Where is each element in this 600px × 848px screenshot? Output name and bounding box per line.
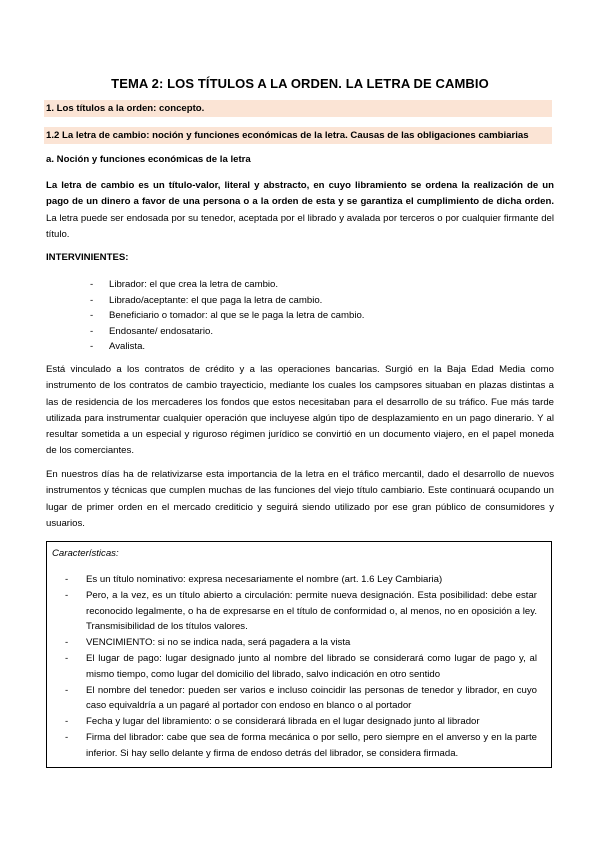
list-item: - Pero, a la vez, es un título abierto a circulación: permite nueva designación. Esta posibilidad: debe estar reconocido legalmente, o ha de expresarse en el título de conformidad o, al menos, no en oposición a ley. Transmisibilidad de los títulos valores. xyxy=(65,588,537,635)
section-heading-1: 1. Los títulos a la orden: concepto. xyxy=(44,100,552,117)
list-item: - Librado/aceptante: el que paga la letra de cambio. xyxy=(90,293,364,309)
list-item: - Fecha y lugar del libramiento: o se considerará librada en el lugar designado junto al librador xyxy=(65,714,537,730)
history-paragraph: Está vinculado a los contratos de crédito y a las operaciones bancarias. Surgió en la Baja Edad Media como instrumento de los contratos de cambio trayecticio, mediante los cuales los campsores situaban en plazas distintas a las de residencia de los mercaderes los fondos que estos necesitaban para el desarrollo de su tráfico. Fue más tarde utilizada para instrumentar cualquier operación que incluyese algún tipo de desplazamiento en un pago dinerario. Y al resultar sometida a un especial y riguroso régimen jurídico se convirtió en un documento viajero, en el papel moneda de los comerciantes. xyxy=(46,364,554,457)
list-item: - El lugar de pago: lugar designado junto al nombre del librado se considerará como lugar de pago y, al mismo tiempo, como lugar del domicilio del librado, salvo indicación en otro sentido xyxy=(65,651,537,683)
intervinientes-list xyxy=(90,277,364,355)
definition-bold-text: La letra de cambio es un título-valor, literal y abstracto, en cuyo libramiento se ordena la realización de un pago de un dinero a favor de una persona o a la orden de esta y se garantiza el cumplimiento de dicha orden. xyxy=(46,180,554,208)
intervinientes-label: INTERVINIENTES: xyxy=(46,252,129,263)
subsection-heading-a: a. Noción y funciones económicas de la letra xyxy=(46,154,251,165)
list-item: - Es un título nominativo: expresa necesariamente el nombre (art. 1.6 Ley Cambiaria) xyxy=(65,572,537,588)
section-heading-2: 1.2 La letra de cambio: noción y funciones económicas de la letra. Causas de las obligaciones cambiarias xyxy=(44,127,552,144)
list-item: - Avalista. xyxy=(90,339,364,355)
caracteristicas-box xyxy=(46,541,552,768)
list-item: - Beneficiario o tomador: al que se le paga la letra de cambio. xyxy=(90,308,364,324)
definition-paragraph xyxy=(46,178,554,243)
today-paragraph: En nuestros días ha de relativizarse esta importancia de la letra en el tráfico mercantil, dado el desarrollo de nuevos instrumentos y técnicas que cumplen muchas de las funciones del viejo título cambiario. Este continuará ocupando un lugar de primer orden en el mercado crediticio y seguirá siendo utilizado por ese gran público de consumidores y usuarios. xyxy=(46,469,554,529)
list-item: - Firma del librador: cabe que sea de forma mecánica o por sello, pero siempre en el anverso y en la parte inferior. Si hay sello delante y firma de endoso detrás del librador, se considera firmada. xyxy=(65,730,537,762)
list-item: - Endosante/ endosatario. xyxy=(90,324,364,340)
list-item: - Librador: el que crea la letra de cambio. xyxy=(90,277,364,293)
definition-normal-text: La letra puede ser endosada por su tenedor, aceptada por el librado y avalada por terceros o por cualquier firmante del título. xyxy=(46,212,554,240)
caracteristicas-list xyxy=(65,572,537,762)
caracteristicas-title: Características: xyxy=(52,548,119,559)
list-item: - El nombre del tenedor: pueden ser varios e incluso coincidir las personas de tenedor y librador, en cuyo caso equivaldría a un pagaré al portador con endoso en blanco o al portador xyxy=(65,683,537,715)
list-item: - VENCIMIENTO: si no se indica nada, será pagadera a la vista xyxy=(65,635,537,651)
page-title: TEMA 2: LOS TÍTULOS A LA ORDEN. LA LETRA DE CAMBIO xyxy=(111,76,489,91)
